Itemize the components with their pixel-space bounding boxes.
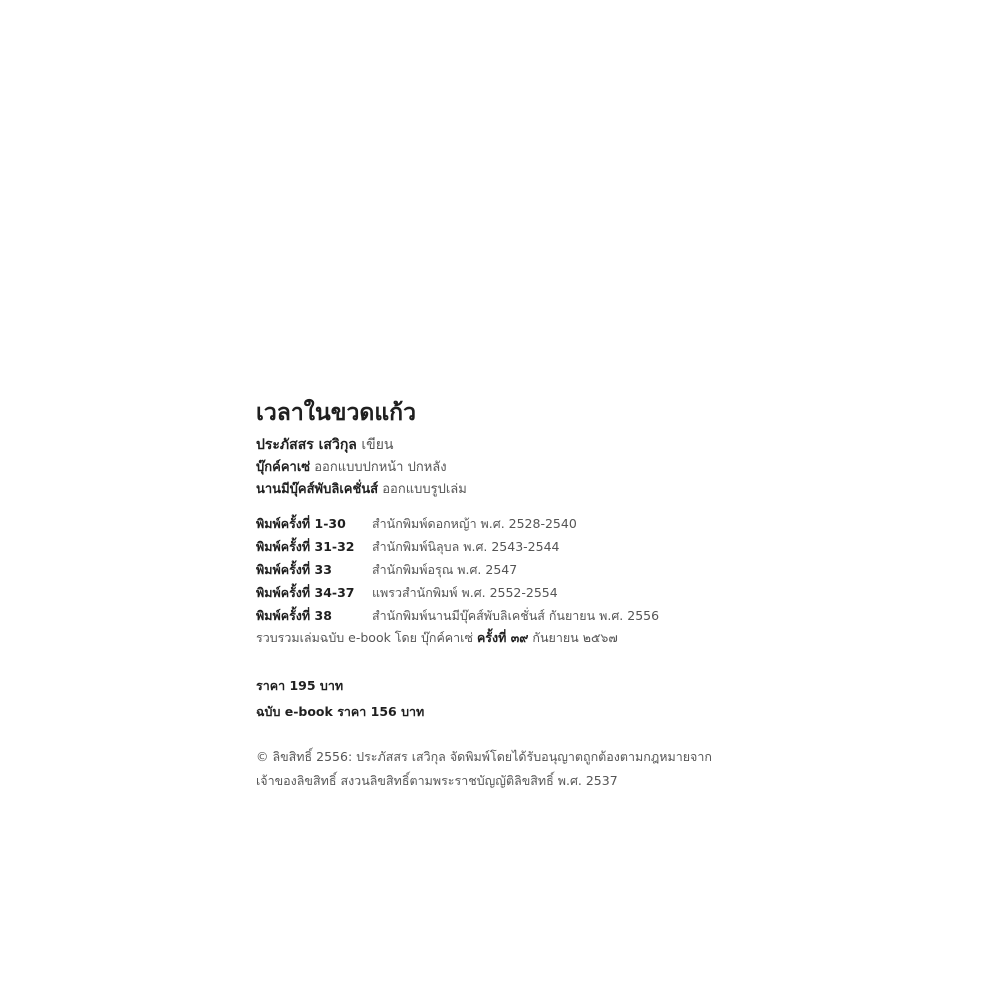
- copyright-notice: [256, 745, 956, 793]
- author-name: ประภัสสร เสวิกุล: [256, 437, 357, 453]
- printing-edition: พิมพ์ครั้งที่ 33: [256, 562, 332, 577]
- copyright-line-1: © ลิขสิทธิ์ 2556: ประภัสสร เสวิกุล จัดพิมพ์โดยได้รับอนุญาตถูกต้องตามกฎหมายจาก: [256, 749, 712, 764]
- printing-edition: พิมพ์ครั้งที่ 38: [256, 608, 332, 623]
- book-title: เวลาในขวดแก้ว: [256, 400, 416, 426]
- printing-row: [256, 558, 956, 581]
- print-price: ราคา 195 บาท: [256, 678, 344, 693]
- ebook-price: ฉบับ e-book ราคา 156 บาท: [256, 704, 425, 719]
- copyright-page: [256, 398, 956, 793]
- printing-history: [256, 512, 956, 649]
- layout-designer-name: นานมีบุ๊คส์พับลิเคชั่นส์: [256, 482, 379, 497]
- author-credit: [256, 433, 956, 457]
- printing-row: [256, 535, 956, 558]
- cover-designer-role: ออกแบบปกหน้า ปกหลัง: [314, 460, 447, 475]
- layout-design-credit: [256, 479, 956, 501]
- price-block: [256, 673, 956, 725]
- layout-designer-role: ออกแบบรูปเล่ม: [382, 482, 467, 497]
- ebook-edition-line: [256, 627, 956, 649]
- ebook-edition-date: กันยายน ๒๕๖๗: [532, 630, 618, 645]
- printing-edition: พิมพ์ครั้งที่ 1-30: [256, 516, 346, 531]
- printing-publisher: สำนักพิมพ์นิลุบล พ.ศ. 2543-2544: [372, 539, 560, 554]
- printing-row: [256, 512, 956, 535]
- printing-row: [256, 581, 956, 604]
- author-role: เขียน: [361, 437, 394, 453]
- printing-publisher: สำนักพิมพ์อรุณ พ.ศ. 2547: [372, 562, 518, 577]
- cover-design-credit: [256, 457, 956, 479]
- copyright-line-2: เจ้าของลิขสิทธิ์ สงวนลิขสิทธิ์ตามพระราชบัญญัติลิขสิทธิ์ พ.ศ. 2537: [256, 773, 618, 788]
- cover-designer-name: บุ๊กค์คาเซ่: [256, 460, 311, 475]
- printing-publisher: สำนักพิมพ์นานมีบุ๊คส์พับลิเคชั่นส์ กันยายน พ.ศ. 2556: [372, 608, 660, 623]
- printing-edition: พิมพ์ครั้งที่ 31-32: [256, 539, 355, 554]
- printing-publisher: แพรวสำนักพิมพ์ พ.ศ. 2552-2554: [372, 585, 558, 600]
- printing-publisher: สำนักพิมพ์ดอกหญ้า พ.ศ. 2528-2540: [372, 516, 577, 531]
- printing-row: [256, 604, 956, 627]
- ebook-edition-number: ครั้งที่ ๓๙: [476, 630, 529, 645]
- printing-edition: พิมพ์ครั้งที่ 34-37: [256, 585, 355, 600]
- ebook-edition-prefix: รวบรวมเล่มฉบับ e-book โดย บุ๊กค์คาเซ่: [256, 630, 473, 645]
